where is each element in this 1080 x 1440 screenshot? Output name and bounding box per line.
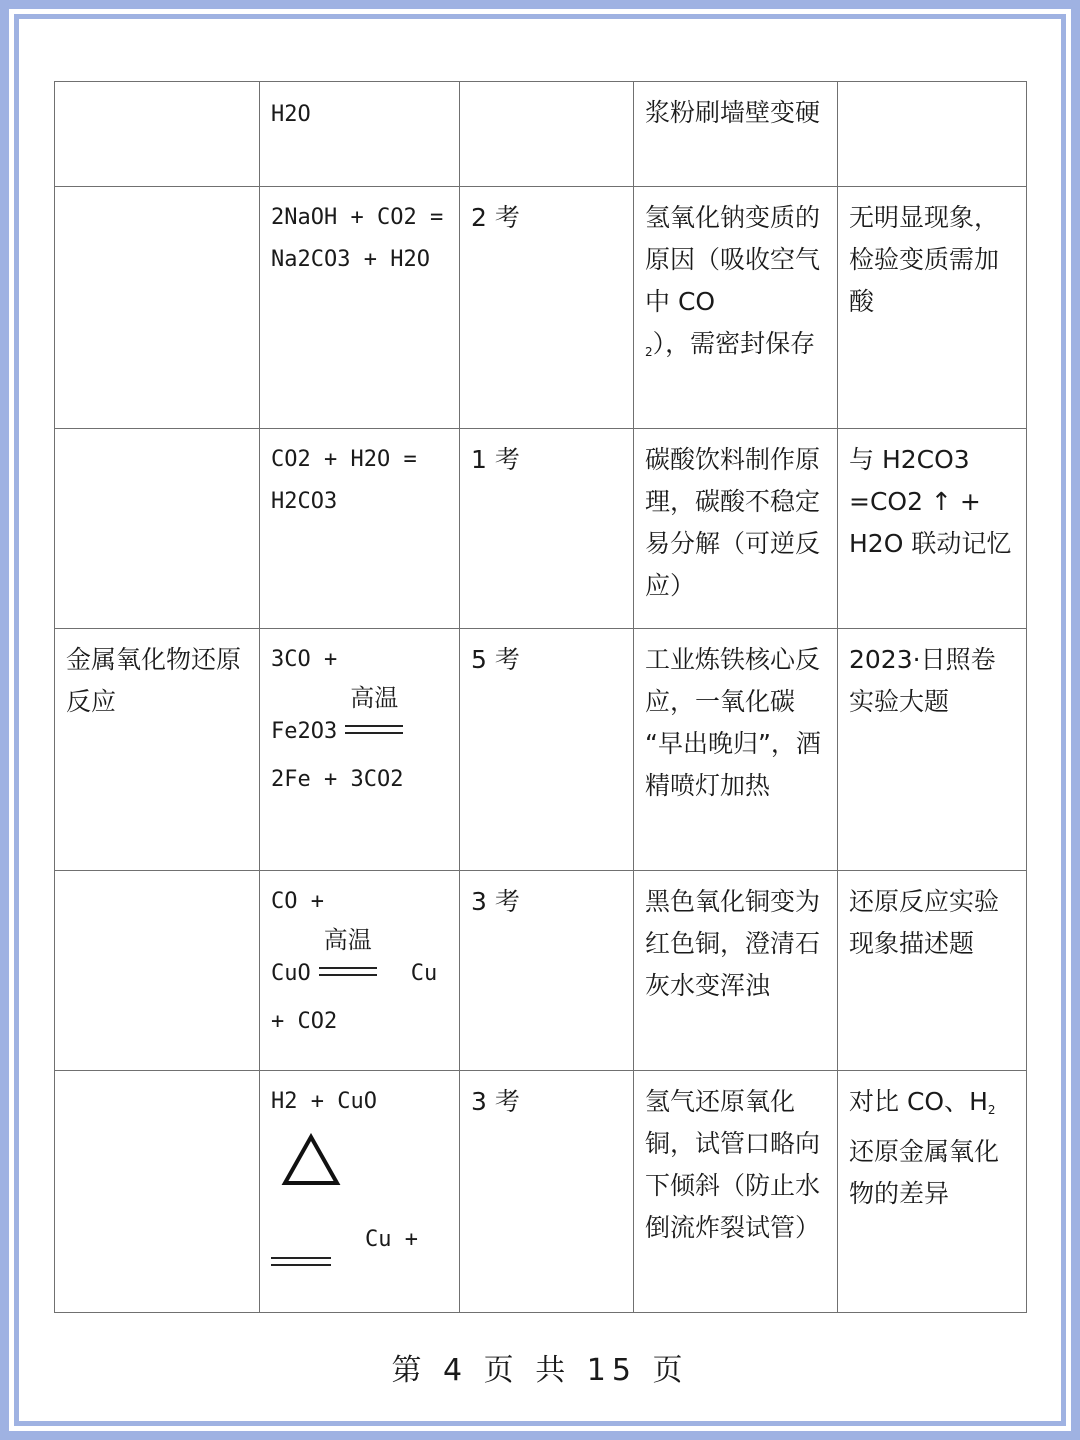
double-line-icon: [345, 725, 403, 734]
cell-category: 金属氧化物还原反应: [55, 629, 260, 871]
equation-line: + CO2: [271, 1009, 338, 1034]
notes-text: ），需密封保存: [652, 329, 816, 358]
cell-notes: 碳酸饮料制作原理，碳酸不稳定易分解（可逆反应）: [634, 429, 838, 629]
equation-text: Cu: [410, 961, 438, 986]
page-number-footer: 第 4 页 共 15 页: [391, 1353, 689, 1388]
cell-remark: 无明显现象，检验变质需加酸: [838, 187, 1027, 429]
cell-notes: 氢气还原氧化铜，试管口略向下倾斜（防止水倒流炸裂试管）: [634, 1071, 838, 1313]
cell-frequency: [460, 82, 634, 187]
cell-category: [55, 82, 260, 187]
remark-line: H2O 联动记忆: [849, 529, 1012, 558]
heating-condition: [271, 1123, 449, 1219]
equation-line: Na2CO3 + H2O: [271, 247, 430, 272]
table-row: [55, 82, 1027, 187]
equation-line: 2NaOH + CO2 =: [271, 205, 444, 230]
cell-category: [55, 1071, 260, 1313]
cell-equation: [260, 82, 460, 187]
triangle-heat-icon: [281, 1133, 341, 1187]
table-row: [55, 629, 1027, 871]
equation-text: Cu +: [365, 1227, 418, 1252]
cell-frequency: 2 考: [460, 187, 634, 429]
cell-remark: [838, 82, 1027, 187]
cell-equation: [260, 1071, 460, 1313]
condition-label: 高温: [323, 926, 372, 954]
remark-line: 与 H2CO3: [849, 445, 970, 474]
cell-category: [55, 871, 260, 1071]
equation-line: [271, 684, 449, 753]
remark-line: =CO2 ↑ +: [849, 487, 981, 516]
subscript: 2: [645, 345, 653, 359]
equation-line: 2Fe + 3CO2: [271, 767, 404, 792]
table-row: [55, 429, 1027, 629]
cell-notes: 工业炼铁核心反应，一氧化碳 “早出晚归”，酒精喷灯加热: [634, 629, 838, 871]
table-row: [55, 187, 1027, 429]
cell-equation: [260, 429, 460, 629]
remark-text: 还原金属氧化物的差异: [849, 1137, 1000, 1208]
cell-remark: 2023·日照卷实验大题: [838, 629, 1027, 871]
equation-line: H2 + CuO: [271, 1089, 377, 1114]
cell-remark: 还原反应实验现象描述题: [838, 871, 1027, 1071]
subscript: 2: [987, 1103, 996, 1117]
equation-line: CO2 + H2O =: [271, 447, 417, 472]
remark-text: 对比 CO、H: [849, 1087, 988, 1116]
cell-remark: [838, 1071, 1027, 1313]
cell-frequency: 3 考: [460, 871, 634, 1071]
cell-equation: [260, 629, 460, 871]
reaction-table: [54, 81, 1027, 1313]
cell-notes: 黑色氧化铜变为红色铜，澄清石灰水变浑浊: [634, 871, 838, 1071]
condition-label: 高温: [350, 684, 399, 712]
double-line-icon: [271, 1257, 331, 1266]
cell-frequency: 5 考: [460, 629, 634, 871]
cell-equation: [260, 871, 460, 1071]
table-row: [55, 1071, 1027, 1313]
cell-notes: [634, 187, 838, 429]
equation-line: H2CO3: [271, 489, 338, 514]
equation-text: Fe2O3: [271, 719, 338, 744]
equation-line: 3CO +: [271, 647, 338, 672]
table-row: [55, 871, 1027, 1071]
equation-line: CO +: [271, 889, 324, 914]
double-line-icon: [319, 967, 377, 976]
cell-frequency: 1 考: [460, 429, 634, 629]
cell-notes: 浆粉刷墙壁变硬: [634, 82, 838, 187]
cell-frequency: 3 考: [460, 1071, 634, 1313]
cell-category: [55, 429, 260, 629]
cell-category: [55, 187, 260, 429]
reaction-condition: [317, 926, 379, 993]
notes-text: 氢氧化钠变质的原因（吸收空气中 CO: [645, 203, 821, 316]
cell-remark: [838, 429, 1027, 629]
cell-equation: [260, 187, 460, 429]
equation-line: [271, 926, 449, 995]
equation-text: CuO: [271, 961, 311, 986]
reaction-condition: [343, 684, 405, 751]
equation-text: H2O: [271, 102, 311, 127]
equation-line: [271, 1219, 449, 1279]
